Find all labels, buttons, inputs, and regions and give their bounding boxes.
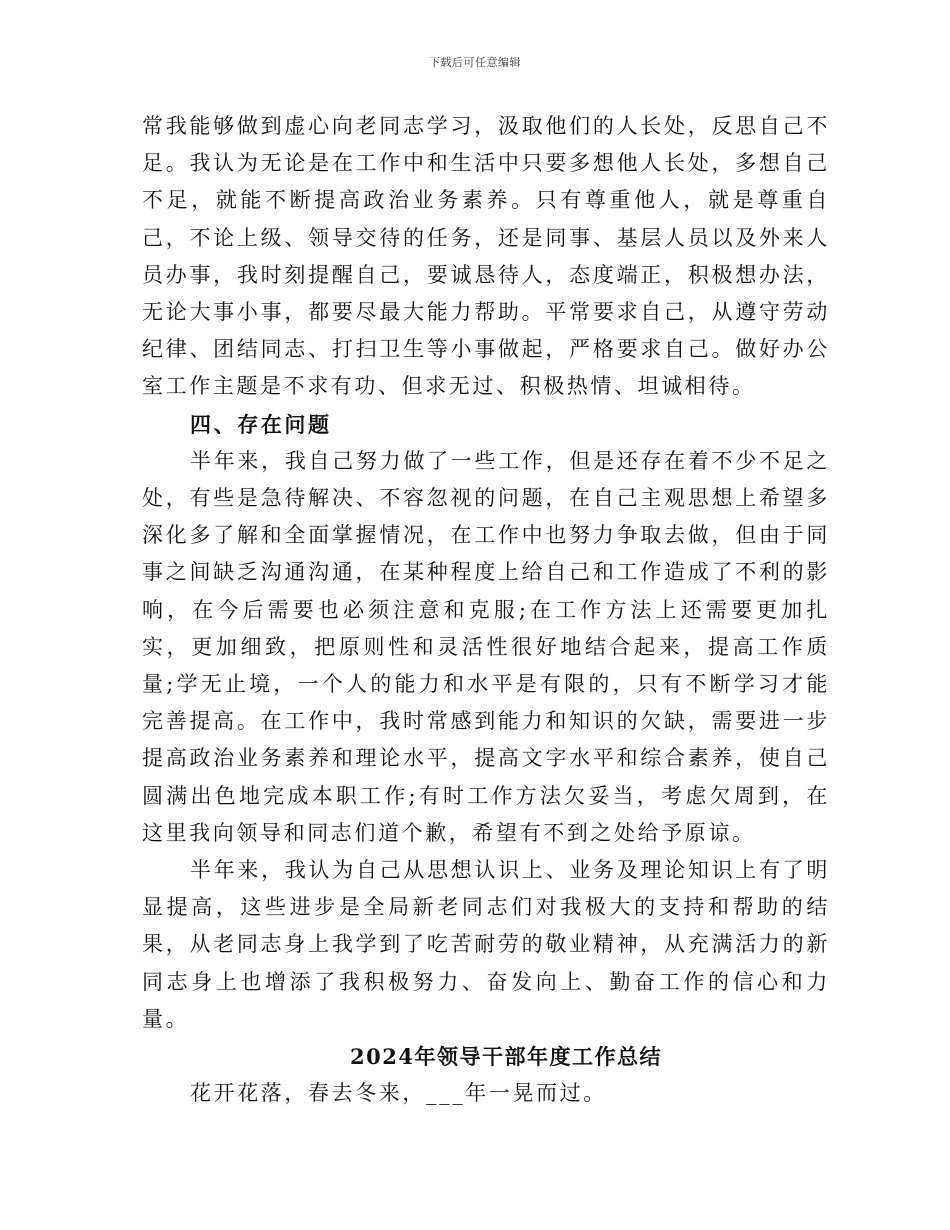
section-heading-problems: 四、存在问题 bbox=[190, 411, 332, 437]
paragraph-continuation: 常我能够做到虚心向老同志学习，汲取他们的人长处，反思自己不足。我认为无论是在工作中和生活中只要多想他人长处，多想自己不足，就能不断提高政治业务素养。只有尊重他人，就是尊重自己，不论上级、领导交待的任务，还是同事、基层人员以及外来人员办事，我时刻提醒自己，要诚恳待人，态度端正，积极想办法，无论大事小事，都要尽最大能力帮助。平常要求自己，从遵守劳动纪律、团结同志、打扫卫生等小事做起，严格要求自己。做好办公室工作主题是不求有功、但求无过、积极热情、坦诚相待。 bbox=[142, 114, 830, 399]
page-header: 下载后可任意编辑 bbox=[429, 56, 521, 69]
paragraph-opening: 花开花落，春去冬来，___年一晃而过。 bbox=[190, 1081, 607, 1106]
document-title: 2024年领导干部年度工作总结 bbox=[350, 1044, 662, 1070]
paragraph-problems: 半年来，我自己努力做了一些工作，但是还存在着不少不足之处，有些是急待解决、不容忽视的问题，在自己主观思想上希望多深化多了解和全面掌握情况，在工作中也努力争取去做，但由于同事之间缺乏沟通沟通，在某种程度上给自己和工作造成了不利的影响，在今后需要也必须注意和克服;在工作方法上还需要更加扎实，更加细致，把原则性和灵活性很好地结合起来，提高工作质量;学无止境，一个人的能力和水平是有限的，只有不断学习才能完善提高。在工作中，我时常感到能力和知识的欠缺，需要进一步提高政治业务素养和理论水平，提高文字水平和综合素养，使自己圆满出色地完成本职工作;有时工作方法欠妥当，考虑欠周到，在这里我向领导和同志们道个歉，希望有不到之处给予原谅。 bbox=[142, 448, 830, 845]
document-body bbox=[142, 108, 830, 1112]
paragraph-conclusion: 半年来，我认为自己从思想认识上、业务及理论知识上有了明显提高，这些进步是全局新老同志们对我极大的支持和帮助的结果，从老同志身上我学到了吃苦耐劳的敬业精神，从充满活力的新同志身上也增添了我积极努力、奋发向上、勤奋工作的信心和力量。 bbox=[142, 858, 830, 1031]
